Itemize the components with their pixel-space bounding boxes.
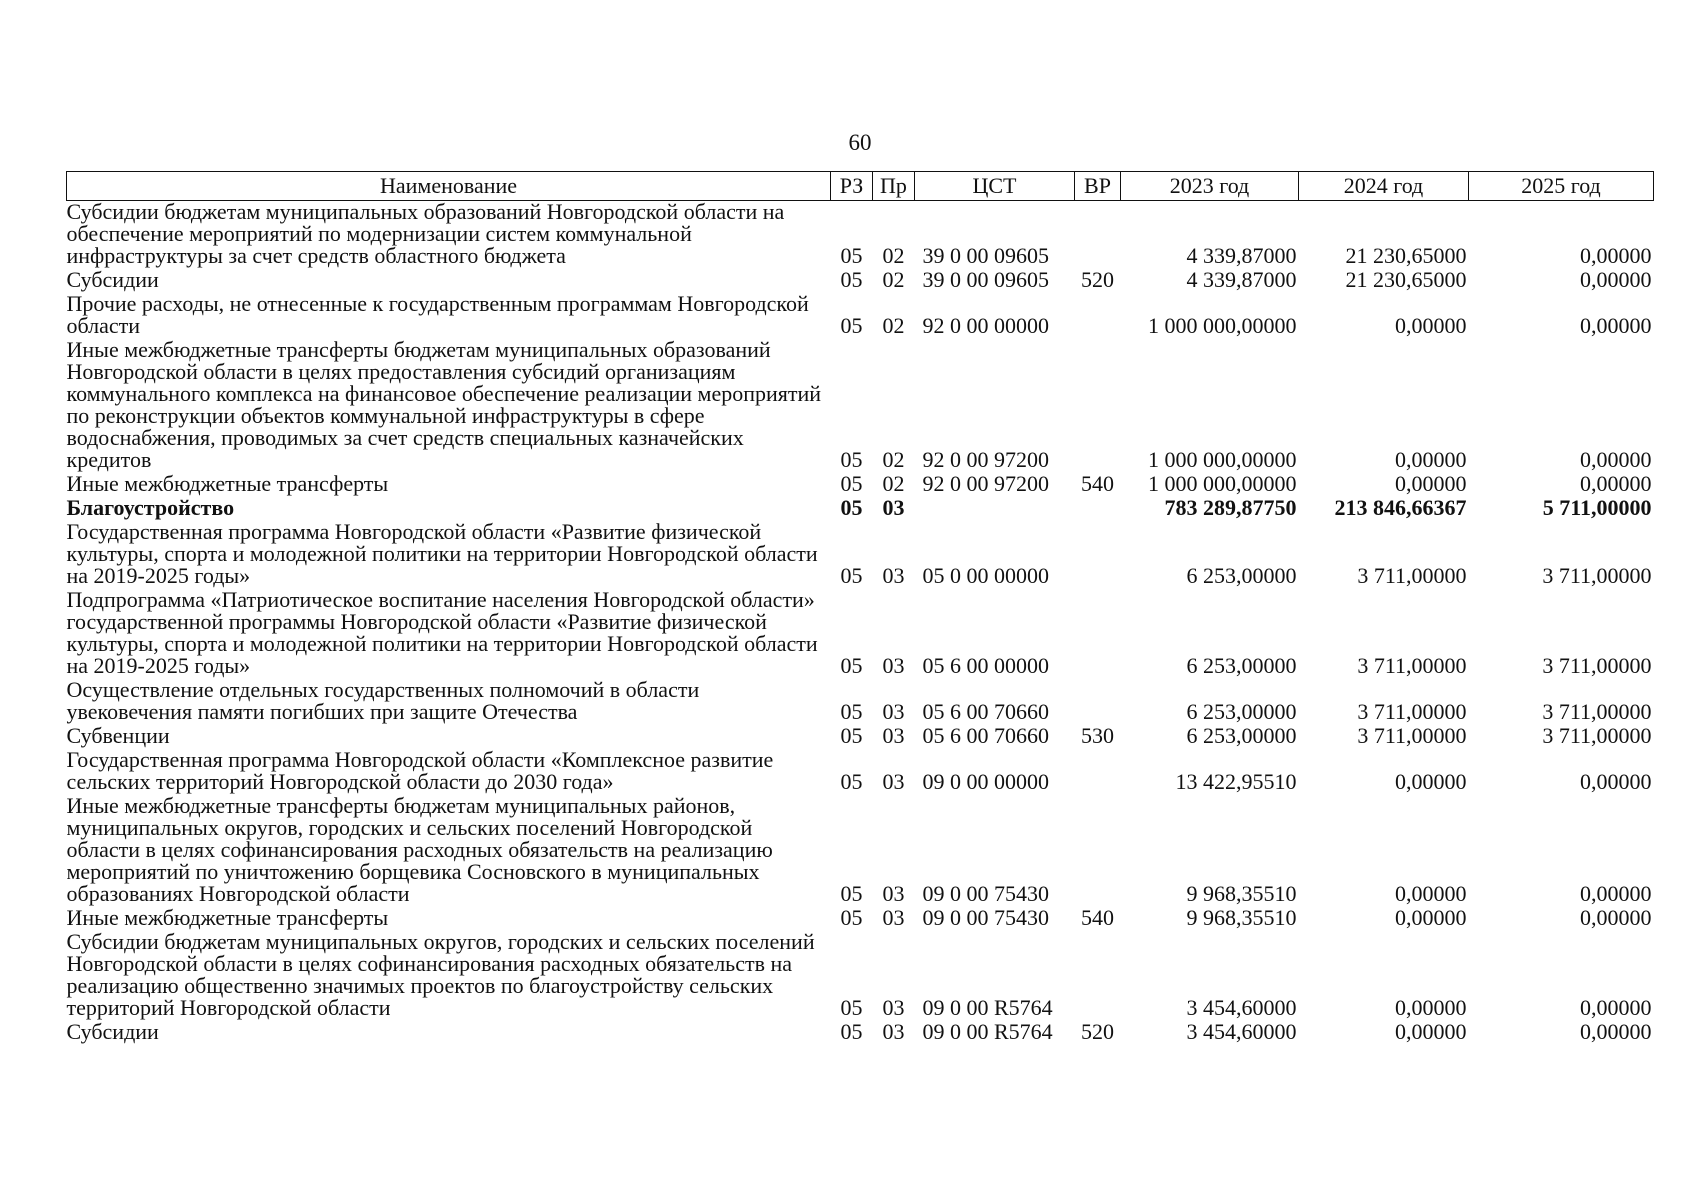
cell-rz: 05 <box>840 723 863 748</box>
cell-rz: 05 <box>840 881 863 906</box>
header-2024: 2024 год <box>1299 172 1469 201</box>
cell-y2025: 0,00000 <box>1580 1019 1652 1044</box>
cell-pr: 02 <box>882 313 905 338</box>
cell-y2025: 3 711,00000 <box>1542 699 1652 724</box>
cell-y2023: 9 968,35510 <box>1186 905 1297 930</box>
page-number: 60 <box>848 130 872 155</box>
cell-vr <box>1075 589 1121 679</box>
cell-y2024: 0,00000 <box>1395 905 1467 930</box>
cell-vr <box>1075 497 1121 521</box>
cell-y2023: 6 253,00000 <box>1186 723 1297 748</box>
cell-rz: 05 <box>840 563 863 588</box>
cell-y2023: 1 000 000,00000 <box>1148 313 1297 338</box>
cell-pr: 02 <box>882 267 905 292</box>
cell-vr <box>1075 293 1121 339</box>
table-row <box>67 497 1654 521</box>
cell-name: Подпрограмма «Патриотическое воспитание населения Новгородской области» государственной программы Новгородской области «Развитие физической культуры, спорта и молодежной политики на территории Новгородской области на 2019-2025 годы» <box>66 587 818 678</box>
cell-name: Государственная программа Новгородской области «Комплексное развитие сельских территорий Новгородской области до 2030 года» <box>66 747 774 794</box>
cell-pr: 03 <box>882 699 905 724</box>
header-vr: ВР <box>1075 172 1121 201</box>
cell-cst: 09 0 00 75430 <box>922 881 1049 906</box>
cell-name: Субсидии бюджетам муниципальных округов, городских и сельских поселений Новгородской области в целях софинансирования расходных обязательств на реализацию общественно значимых проектов по благоустройству сельских территорий Новгородской области <box>66 929 815 1020</box>
cell-cst: 05 6 00 70660 <box>922 723 1049 748</box>
cell-y2024: 0,00000 <box>1395 1019 1467 1044</box>
cell-vr: 540 <box>1081 471 1114 496</box>
cell-y2024: 0,00000 <box>1395 881 1467 906</box>
cell-y2025: 0,00000 <box>1580 313 1652 338</box>
cell-y2024: 0,00000 <box>1395 471 1467 496</box>
cell-y2023: 13 422,95510 <box>1175 769 1297 794</box>
cell-y2023: 783 289,87750 <box>1164 495 1297 520</box>
cell-y2023: 9 968,35510 <box>1186 881 1297 906</box>
cell-pr: 03 <box>882 563 905 588</box>
cell-vr <box>1075 931 1121 1021</box>
cell-y2024: 21 230,65000 <box>1345 243 1467 268</box>
cell-name: Субсидии <box>66 267 159 292</box>
cell-y2024: 0,00000 <box>1395 447 1467 472</box>
cell-y2025: 0,00000 <box>1580 995 1652 1020</box>
cell-vr: 540 <box>1081 905 1114 930</box>
cell-pr: 03 <box>882 995 905 1020</box>
cell-rz: 05 <box>840 905 863 930</box>
cell-y2025: 0,00000 <box>1580 905 1652 930</box>
header-rz: РЗ <box>831 172 873 201</box>
cell-rz: 05 <box>840 1019 863 1044</box>
cell-y2024: 213 846,66367 <box>1334 495 1467 520</box>
cell-y2024: 3 711,00000 <box>1357 699 1467 724</box>
cell-name: Благоустройство <box>66 495 235 520</box>
cell-pr: 02 <box>882 243 905 268</box>
cell-y2023: 4 339,87000 <box>1186 267 1297 292</box>
cell-y2023: 1 000 000,00000 <box>1148 471 1297 496</box>
cell-y2025: 0,00000 <box>1580 881 1652 906</box>
table-row <box>67 1021 1654 1045</box>
cell-rz: 05 <box>840 495 863 520</box>
cell-vr <box>1075 521 1121 589</box>
cell-cst: 09 0 00 R5764 <box>922 1019 1053 1044</box>
cell-y2025: 3 711,00000 <box>1542 563 1652 588</box>
header-pr: Пр <box>873 172 915 201</box>
header-2023: 2023 год <box>1121 172 1299 201</box>
cell-cst: 05 6 00 00000 <box>922 653 1049 678</box>
cell-rz: 05 <box>840 699 863 724</box>
cell-pr: 03 <box>882 1019 905 1044</box>
table-row <box>67 339 1654 473</box>
cell-y2025: 0,00000 <box>1580 267 1652 292</box>
cell-vr <box>1075 795 1121 907</box>
cell-y2023: 6 253,00000 <box>1186 653 1297 678</box>
cell-pr: 02 <box>882 471 905 496</box>
cell-vr <box>1075 679 1121 725</box>
table-row <box>67 679 1654 725</box>
cell-y2024: 3 711,00000 <box>1357 653 1467 678</box>
cell-rz: 05 <box>840 769 863 794</box>
cell-pr: 03 <box>882 723 905 748</box>
cell-pr: 02 <box>882 447 905 472</box>
cell-cst <box>915 497 1075 521</box>
header-cst: ЦСТ <box>915 172 1075 201</box>
cell-y2025: 3 711,00000 <box>1542 653 1652 678</box>
cell-y2024: 21 230,65000 <box>1345 267 1467 292</box>
cell-y2023: 4 339,87000 <box>1186 243 1297 268</box>
cell-pr: 03 <box>882 495 905 520</box>
table-row <box>67 749 1654 795</box>
budget-table <box>66 171 1654 1045</box>
cell-vr <box>1075 339 1121 473</box>
cell-pr: 03 <box>882 653 905 678</box>
cell-vr <box>1075 201 1121 270</box>
table-body <box>67 201 1654 1046</box>
table-row <box>67 931 1654 1021</box>
cell-cst: 09 0 00 R5764 <box>922 995 1053 1020</box>
cell-pr: 03 <box>882 881 905 906</box>
cell-cst: 05 6 00 70660 <box>922 699 1049 724</box>
table-row <box>67 795 1654 907</box>
cell-cst: 09 0 00 00000 <box>922 769 1049 794</box>
cell-rz: 05 <box>840 313 863 338</box>
table-row <box>67 589 1654 679</box>
cell-y2024: 3 711,00000 <box>1357 723 1467 748</box>
cell-name: Субсидии <box>66 1019 159 1044</box>
table-row <box>67 725 1654 749</box>
cell-pr: 03 <box>882 905 905 930</box>
cell-rz: 05 <box>840 243 863 268</box>
header-row <box>67 172 1654 201</box>
cell-vr: 530 <box>1081 723 1114 748</box>
cell-name: Субсидии бюджетам муниципальных образований Новгородской области на обеспечение мероприятий по модернизации систем коммунальной инфраструктуры за счет средств областного бюджета <box>66 199 785 268</box>
table-row <box>67 201 1654 270</box>
cell-y2023: 1 000 000,00000 <box>1148 447 1297 472</box>
cell-y2024: 0,00000 <box>1395 995 1467 1020</box>
cell-vr <box>1075 749 1121 795</box>
header-name: Наименование <box>67 172 831 201</box>
cell-y2024: 3 711,00000 <box>1357 563 1467 588</box>
cell-vr: 520 <box>1081 1019 1114 1044</box>
cell-cst: 92 0 00 97200 <box>922 471 1049 496</box>
cell-cst: 92 0 00 00000 <box>922 313 1049 338</box>
cell-cst: 39 0 00 09605 <box>922 267 1049 292</box>
cell-pr: 03 <box>882 769 905 794</box>
cell-name: Иные межбюджетные трансферты <box>66 905 389 930</box>
cell-name: Иные межбюджетные трансферты <box>66 471 389 496</box>
cell-y2025: 5 711,00000 <box>1542 495 1652 520</box>
cell-cst: 09 0 00 75430 <box>922 905 1049 930</box>
cell-y2024: 0,00000 <box>1395 769 1467 794</box>
cell-cst: 39 0 00 09605 <box>922 243 1049 268</box>
cell-y2023: 6 253,00000 <box>1186 699 1297 724</box>
table-row <box>67 907 1654 931</box>
cell-name: Иные межбюджетные трансферты бюджетам муниципальных районов, муниципальных округов, городских и сельских поселений Новгородской области в целях софинансирования расходных обязательств на реализацию мероприятий по уничтожению борщевика Сосновского в муниципальных образованиях Новгородской области <box>66 793 773 906</box>
cell-rz: 05 <box>840 995 863 1020</box>
cell-name: Прочие расходы, не отнесенные к государственным программам Новгородской области <box>66 291 809 338</box>
cell-y2025: 0,00000 <box>1580 769 1652 794</box>
cell-rz: 05 <box>840 653 863 678</box>
cell-y2023: 3 454,60000 <box>1186 995 1297 1020</box>
cell-cst: 92 0 00 97200 <box>922 447 1049 472</box>
table-row <box>67 293 1654 339</box>
cell-y2025: 3 711,00000 <box>1542 723 1652 748</box>
table-row <box>67 521 1654 589</box>
table-row <box>67 473 1654 497</box>
cell-y2023: 6 253,00000 <box>1186 563 1297 588</box>
cell-rz: 05 <box>840 267 863 292</box>
cell-y2024: 0,00000 <box>1395 313 1467 338</box>
header-2025: 2025 год <box>1469 172 1654 201</box>
cell-vr: 520 <box>1081 267 1114 292</box>
cell-y2025: 0,00000 <box>1580 471 1652 496</box>
table-row <box>67 269 1654 293</box>
cell-cst: 05 0 00 00000 <box>922 563 1049 588</box>
cell-rz: 05 <box>840 471 863 496</box>
cell-y2025: 0,00000 <box>1580 447 1652 472</box>
cell-y2023: 3 454,60000 <box>1186 1019 1297 1044</box>
cell-name: Субвенции <box>66 723 170 748</box>
cell-rz: 05 <box>840 447 863 472</box>
cell-name: Осуществление отдельных государственных полномочий в области увековечения памяти погибших при защите Отечества <box>66 677 700 724</box>
cell-name: Государственная программа Новгородской области «Развитие физической культуры, спорта и молодежной политики на территории Новгородской области на 2019-2025 годы» <box>66 519 818 588</box>
cell-name: Иные межбюджетные трансферты бюджетам муниципальных образований Новгородской области в целях предоставления субсидий организациям коммунального комплекса на финансовое обеспечение реализации мероприятий по реконструкции объектов коммунальной инфраструктуры в сфере водоснабжения, проводимых за счет средств специальных казначейских кредитов <box>66 337 822 472</box>
cell-y2025: 0,00000 <box>1580 243 1652 268</box>
